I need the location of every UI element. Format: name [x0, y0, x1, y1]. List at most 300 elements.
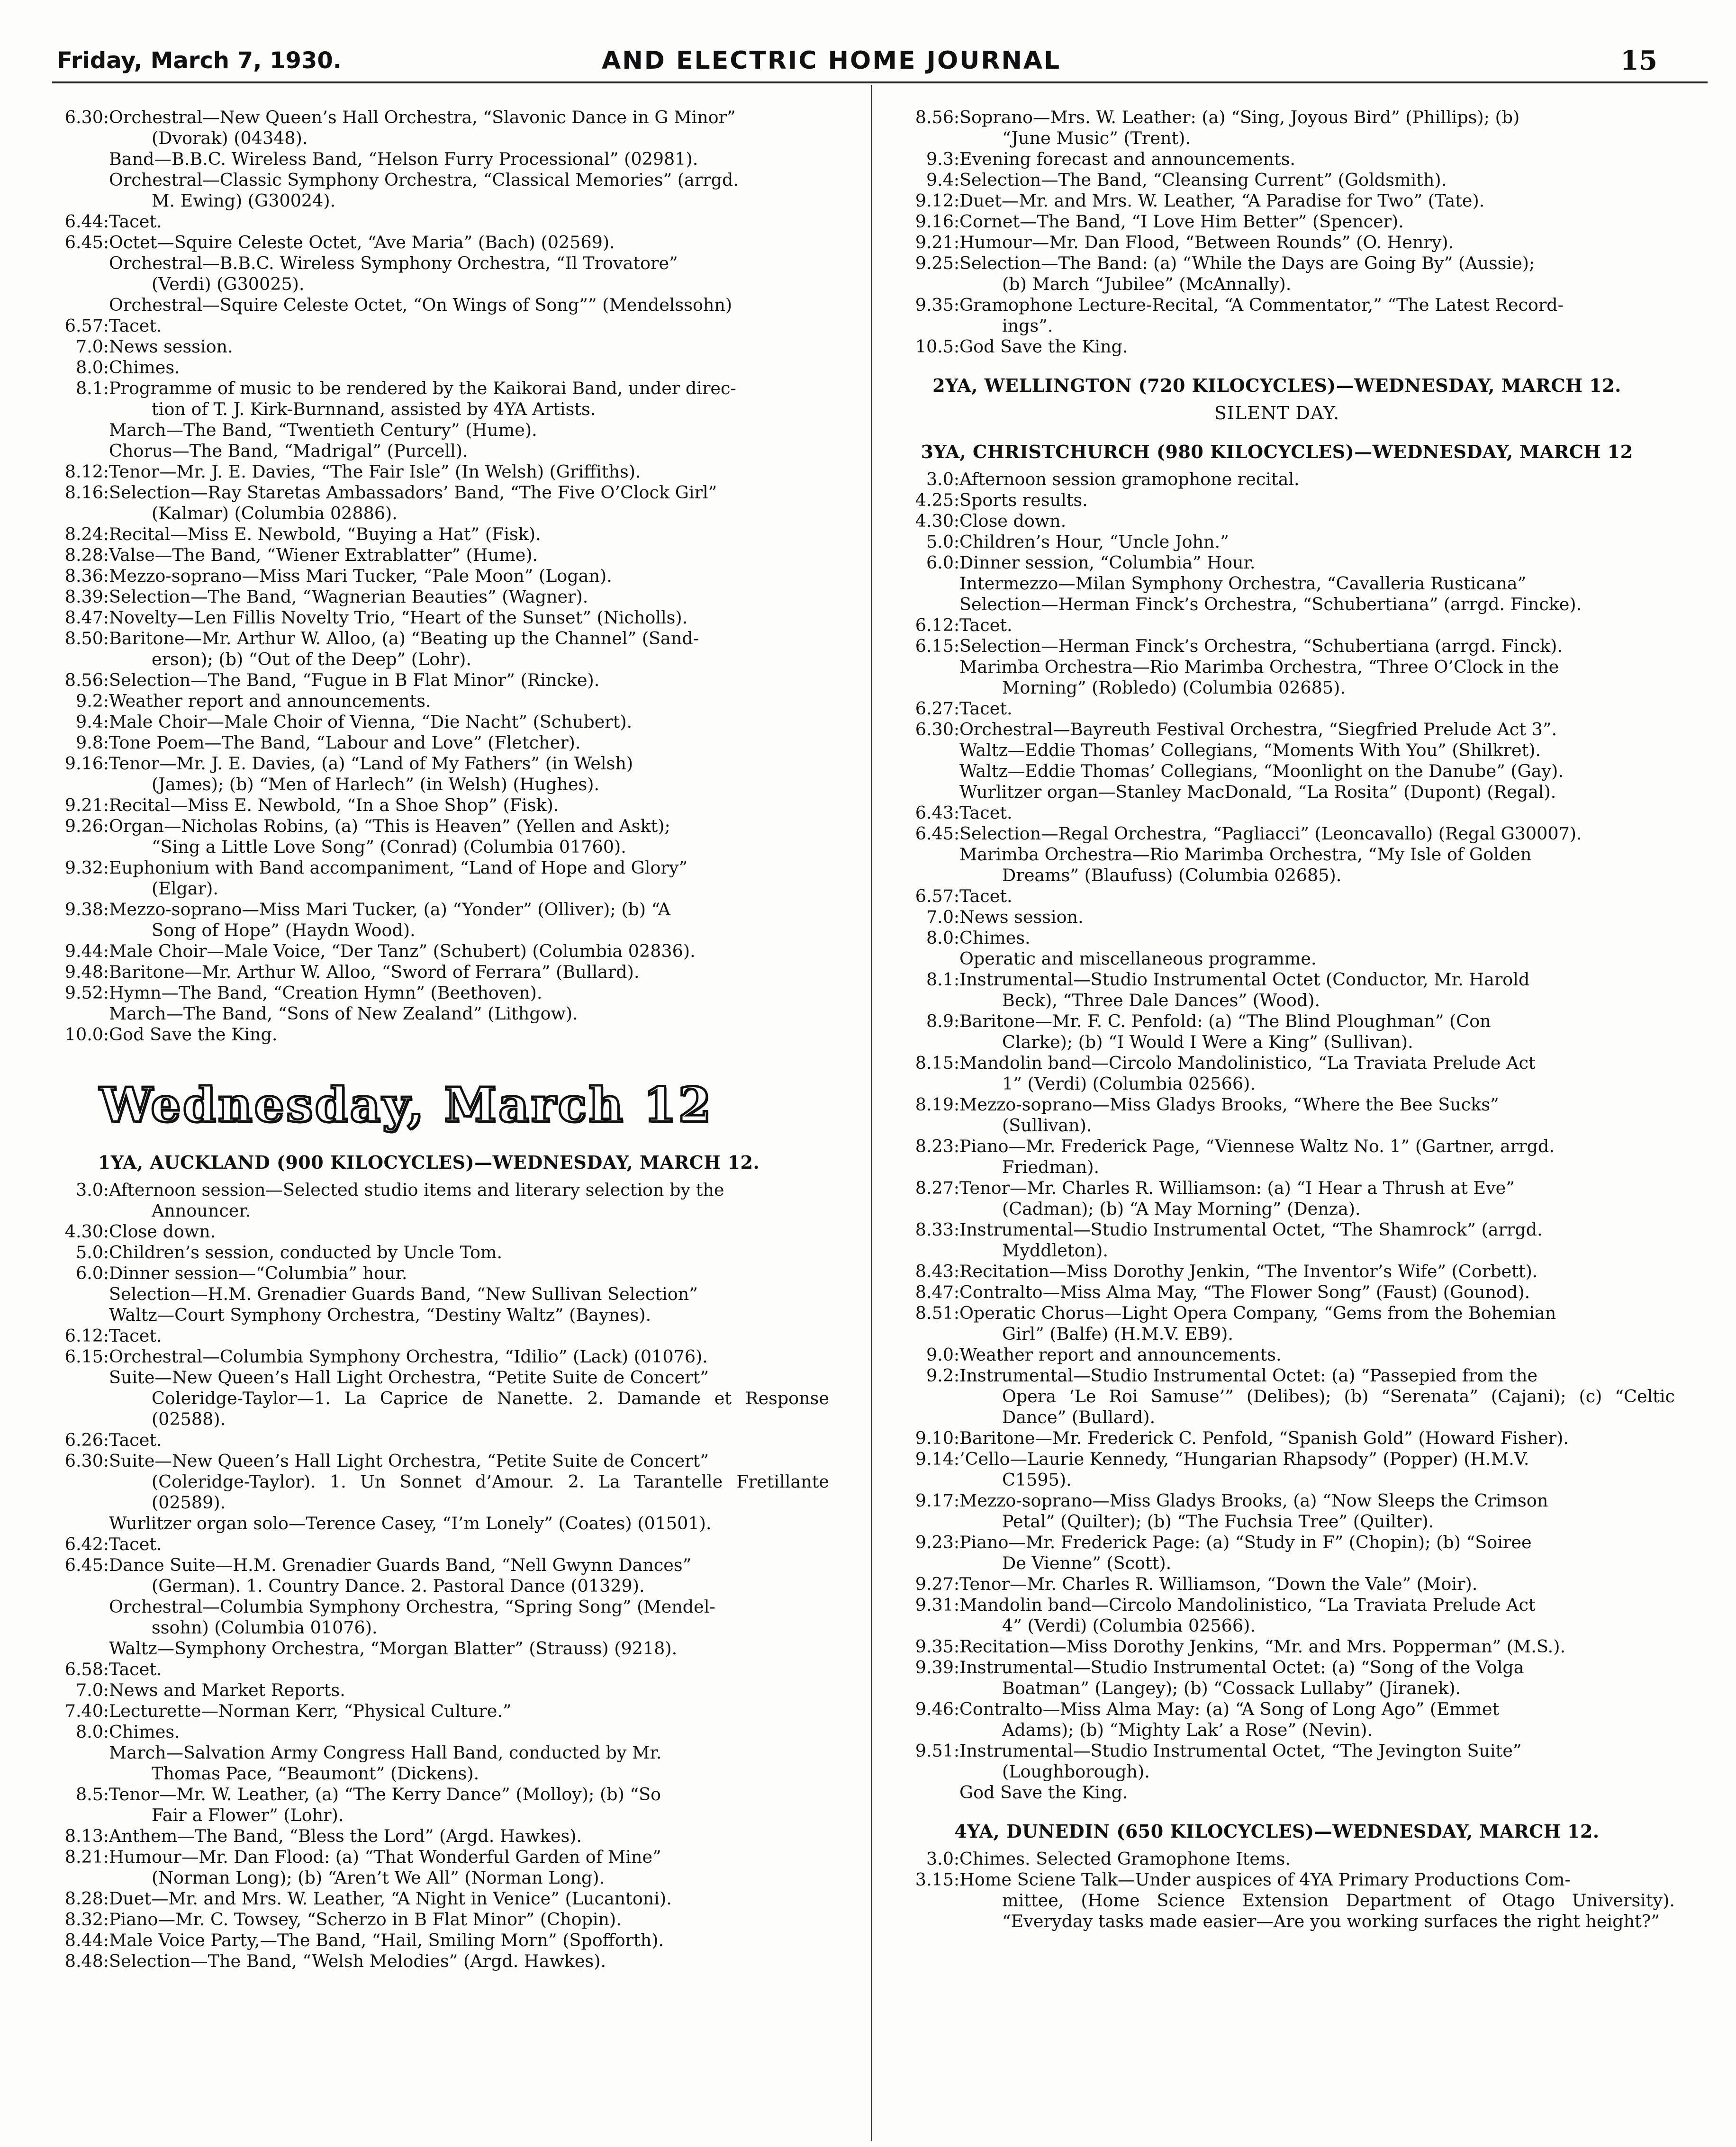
entry-time: 8.0 :	[879, 928, 954, 948]
entry-text: Selection—Regal Orchestra, “Pagliacci” (Leoncavallo) (Regal G30007).	[959, 823, 1582, 844]
entry-text: March—Salvation Army Congress Hall Band, conducted by Mr.	[109, 1742, 662, 1763]
entry-description	[959, 1699, 1675, 1741]
programme-entry	[879, 1869, 1675, 1932]
programme-entry	[879, 1490, 1675, 1532]
programme-entry	[28, 795, 829, 816]
entry-text: Suite—New Queen’s Hall Light Orchestra, “Petite Suite de Concert”	[109, 1367, 709, 1388]
entry-time: 6.12 :	[28, 1326, 103, 1346]
programme-entry	[879, 107, 1675, 149]
programme-entry	[28, 1659, 829, 1680]
entry-description	[959, 1449, 1675, 1490]
entry-continuation: (Elgar).	[152, 878, 218, 899]
entry-time: 8.24 :	[28, 524, 103, 545]
entry-text: Mezzo-soprano—Miss Mari Tucker, “Pale Moon” (Logan).	[109, 566, 612, 586]
entry-description	[109, 816, 829, 857]
programme-list-1ya-continued	[879, 107, 1675, 357]
programme-entry	[879, 295, 1675, 336]
programme-entry	[28, 524, 829, 545]
entry-text: Organ—Nicholas Robins, (a) “This is Heaven” (Yellen and Askt);	[109, 816, 670, 836]
entry-text: Programme of music to be rendered by the Kaikorai Band, under direc-	[109, 378, 736, 398]
programme-entry	[28, 1826, 829, 1847]
entry-description	[959, 170, 1675, 190]
entry-time: 9.2 :	[28, 691, 103, 712]
programme-entry	[879, 511, 1675, 532]
entry-text: Contralto—Miss Alma May: (a) “A Song of Long Ago” (Emmet	[959, 1699, 1500, 1719]
entry-description	[109, 149, 829, 170]
entry-text: Chorus—The Band, “Madrigal” (Purcell).	[109, 441, 468, 461]
entry-continuation: Announcer.	[152, 1200, 251, 1221]
entry-time: 6.58 :	[28, 1659, 103, 1680]
entry-description	[109, 1951, 829, 1972]
programme-entry	[28, 586, 829, 607]
entry-continuation: (Loughborough).	[1002, 1761, 1150, 1782]
entry-time: 7.0 :	[879, 907, 954, 928]
programme-entry	[28, 899, 829, 941]
programme-entry	[879, 190, 1675, 211]
entry-description	[109, 1513, 829, 1534]
entry-description	[959, 948, 1675, 969]
programme-entry	[879, 532, 1675, 552]
programme-entry	[28, 1534, 829, 1555]
programme-entry	[879, 1636, 1675, 1657]
entry-description	[109, 857, 829, 899]
entry-description	[959, 803, 1675, 823]
entry-text: Orchestral—New Queen’s Hall Orchestra, “Slavonic Dance in G Minor”	[109, 107, 736, 127]
entry-text: Waltz—Eddie Thomas’ Collegians, “Moments With You” (Shilkret).	[959, 740, 1541, 760]
entry-text: Instrumental—Studio Instrumental Octet, “The Shamrock” (arrgd.	[959, 1219, 1543, 1240]
programme-entry	[28, 670, 829, 691]
entry-time: 3.0 :	[879, 469, 954, 490]
entry-description	[109, 566, 829, 586]
programme-entry	[879, 1849, 1675, 1869]
entry-text: Humour—Mr. Dan Flood, “Between Rounds” (O. Henry).	[959, 232, 1454, 253]
programme-entry	[879, 211, 1675, 232]
entry-text: Instrumental—Studio Instrumental Octet, “The Jevington Suite”	[959, 1741, 1522, 1761]
entry-time: 8.51 :	[879, 1303, 954, 1324]
entry-description	[959, 740, 1675, 761]
entry-time: 8.47 :	[879, 1282, 954, 1303]
entry-time: 4.30 :	[879, 511, 954, 532]
entry-text: Tacet.	[109, 211, 162, 232]
entry-time: 9.44 :	[28, 941, 103, 962]
entry-time: 8.15 :	[879, 1053, 954, 1074]
entry-time: 6.0 :	[879, 552, 954, 573]
entry-text: Selection—The Band, “Fugue in B Flat Minor” (Rincke).	[109, 670, 600, 690]
entry-description	[959, 253, 1675, 295]
entry-text: Cornet—The Band, “I Love Him Better” (Spencer).	[959, 211, 1404, 232]
entry-time: 6.26 :	[28, 1430, 103, 1451]
entry-time: 6.57 :	[28, 316, 103, 336]
entry-time: 9.4 :	[879, 170, 954, 190]
entry-time: 4.30 :	[28, 1221, 103, 1242]
entry-description	[109, 211, 829, 232]
programme-entry	[28, 1555, 829, 1597]
entry-text: Selection—Herman Finck’s Orchestra, “Schubertiana” (arrgd. Fincke).	[959, 594, 1582, 614]
entry-continuation: (Dvorak) (04348).	[152, 128, 308, 148]
entry-text: Tenor—Mr. J. E. Davies, “The Fair Isle” (In Welsh) (Griffiths).	[109, 461, 641, 482]
programme-entry	[879, 1303, 1675, 1344]
entry-time: 9.21 :	[879, 232, 954, 253]
entry-time: 6.45 :	[28, 232, 103, 253]
entry-time: 9.10 :	[879, 1428, 954, 1449]
entry-time: 9.17 :	[879, 1490, 954, 1511]
entry-text: Orchestral—B.B.C. Wireless Symphony Orchestra, “Il Trovatore”	[109, 253, 678, 273]
entry-time: 9.3 :	[879, 149, 954, 170]
entry-description	[109, 670, 829, 691]
entry-continuation: ings”.	[1002, 316, 1053, 336]
entry-description	[959, 636, 1675, 657]
entry-text: God Save the King.	[959, 336, 1128, 357]
entry-text: Close down.	[959, 511, 1067, 531]
programme-entry	[28, 1784, 829, 1826]
entry-text: Marimba Orchestra—Rio Marimba Orchestra, “My Isle of Golden	[959, 844, 1532, 865]
entry-description	[109, 1367, 829, 1430]
entry-text: Wurlitzer organ solo—Terence Casey, “I’m Lonely” (Coates) (01501).	[109, 1513, 712, 1534]
entry-text: Orchestral—Bayreuth Festival Orchestra, “Siegfried Prelude Act 3”.	[959, 719, 1557, 740]
programme-entry	[879, 1574, 1675, 1595]
entry-description	[959, 511, 1675, 532]
entry-description	[109, 586, 829, 607]
programme-entry	[879, 573, 1675, 594]
entry-text: Instrumental—Studio Instrumental Octet (Conductor, Mr. Harold	[959, 969, 1530, 990]
programme-entry	[28, 253, 829, 295]
programme-entry	[28, 732, 829, 753]
entry-time: 9.23 :	[879, 1532, 954, 1553]
entry-text: Recital—Miss E. Newbold, “In a Shoe Shop” (Fisk).	[109, 795, 559, 815]
entry-time: 8.12 :	[28, 461, 103, 482]
entry-description	[959, 1574, 1675, 1595]
programme-entry	[879, 969, 1675, 1011]
entry-continuation: Clarke); (b) “I Would I Were a King” (Sullivan).	[1002, 1032, 1413, 1052]
entry-description	[109, 461, 829, 482]
entry-description	[109, 899, 829, 941]
entry-description	[959, 615, 1675, 636]
programme-entry	[28, 962, 829, 983]
entry-description	[109, 524, 829, 545]
entry-time: 9.46 :	[879, 1699, 954, 1720]
entry-text: Selection—H.M. Grenadier Guards Band, “New Sullivan Selection”	[109, 1284, 698, 1304]
entry-text: Dance Suite—H.M. Grenadier Guards Band, “Nell Gwynn Dances”	[109, 1555, 692, 1575]
entry-text: Lecturette—Norman Kerr, “Physical Culture.”	[109, 1701, 512, 1721]
programme-entry	[28, 545, 829, 566]
programme-entry	[879, 1449, 1675, 1490]
programme-entry	[879, 149, 1675, 170]
entry-description	[109, 941, 829, 962]
entry-text: Chimes. Selected Gramophone Items.	[959, 1849, 1291, 1869]
entry-description	[109, 1555, 829, 1597]
programme-entry	[28, 1284, 829, 1305]
programme-entry	[28, 336, 829, 357]
entry-continuation: Opera ‘Le Roi Samuse’” (Delibes); (b) “Serenata” (Cajani); (c) “Celtic Dance” (Bullard).	[1002, 1386, 1675, 1427]
programme-entry	[879, 907, 1675, 928]
entry-time: 8.0 :	[28, 1722, 103, 1742]
programme-entry	[28, 1451, 829, 1513]
entry-description	[109, 336, 829, 357]
programme-entry	[879, 823, 1675, 844]
entry-time: 9.52 :	[28, 983, 103, 1003]
entry-description	[959, 532, 1675, 552]
programme-entry	[879, 1011, 1675, 1053]
entry-time: 6.45 :	[879, 823, 954, 844]
programme-entry	[879, 1365, 1675, 1428]
section-heading-wellington: 2YA, WELLINGTON (720 KILOCYCLES)—WEDNESDAY, MARCH 12.	[932, 375, 1621, 396]
entry-text: Orchestral—Classic Symphony Orchestra, “Classical Memories” (arrgd.	[109, 170, 739, 190]
entry-time: 5.0 :	[879, 532, 954, 552]
entry-description	[109, 316, 829, 336]
entry-text: Waltz—Symphony Orchestra, “Morgan Blatter” (Strauss) (9218).	[109, 1638, 678, 1659]
entry-text: Afternoon session gramophone recital.	[959, 469, 1300, 489]
entry-description	[959, 928, 1675, 948]
programme-entry	[879, 948, 1675, 969]
entry-text: Contralto—Miss Alma May, “The Flower Song” (Faust) (Gounod).	[959, 1282, 1530, 1302]
entry-time: 9.12 :	[879, 190, 954, 211]
programme-entry	[28, 607, 829, 628]
programme-entry	[879, 782, 1675, 803]
entry-description	[109, 420, 829, 441]
programme-entry	[879, 1657, 1675, 1699]
entry-time: 8.5 :	[28, 1784, 103, 1805]
entry-description	[959, 1053, 1675, 1094]
entry-time: 8.56 :	[879, 107, 954, 128]
entry-description	[959, 823, 1675, 844]
entry-text: Valse—The Band, “Wiener Extrablatter” (Hume).	[109, 545, 538, 565]
programme-entry	[879, 594, 1675, 615]
entry-description	[109, 1930, 829, 1951]
entry-text: God Save the King.	[959, 1782, 1128, 1803]
entry-description	[109, 962, 829, 983]
entry-time: 8.47 :	[28, 607, 103, 628]
entry-continuation: Boatman” (Langey); (b) “Cossack Lullaby” (Jiranek).	[1002, 1678, 1461, 1698]
entry-description	[109, 607, 829, 628]
entry-time: 9.26 :	[28, 816, 103, 837]
entry-description	[959, 844, 1675, 886]
entry-text: Selection—Ray Staretas Ambassadors’ Band, “The Five O’Clock Girl”	[109, 482, 717, 503]
entry-time: 9.16 :	[879, 211, 954, 232]
entry-text: Operatic Chorus—Light Opera Company, “Gems from the Bohemian	[959, 1303, 1556, 1323]
entry-text: Dinner session—“Columbia” hour.	[109, 1263, 407, 1283]
entry-description	[959, 698, 1675, 719]
entry-description	[959, 232, 1675, 253]
programme-entry	[28, 1638, 829, 1659]
entry-time: 8.43 :	[879, 1261, 954, 1282]
entry-time: 9.39 :	[879, 1657, 954, 1678]
entry-time: 9.4 :	[28, 712, 103, 732]
entry-description	[109, 1597, 829, 1638]
entry-description	[959, 295, 1675, 336]
entry-time: 9.0 :	[879, 1344, 954, 1365]
programme-entry	[28, 357, 829, 378]
entry-description	[109, 482, 829, 524]
entry-text: Orchestral—Squire Celeste Octet, “On Wings of Song”” (Mendelssohn)	[109, 295, 732, 315]
entry-text: Octet—Squire Celeste Octet, “Ave Maria” (Bach) (02569).	[109, 232, 615, 253]
entry-text: Recitation—Miss Dorothy Jenkin, “The Inventor’s Wife” (Corbett).	[959, 1261, 1538, 1281]
entry-description	[109, 1742, 829, 1784]
programme-entry	[879, 552, 1675, 573]
entry-time: 6.44 :	[28, 211, 103, 232]
entry-description	[959, 1219, 1675, 1261]
section-heading-dunedin: 4YA, DUNEDIN (650 KILOCYCLES)—WEDNESDAY, MARCH 12.	[954, 1821, 1600, 1842]
programme-entry	[28, 1180, 829, 1221]
programme-entry	[879, 719, 1675, 740]
programme-entry	[28, 816, 829, 857]
programme-entry	[28, 983, 829, 1003]
entry-text: Tacet.	[959, 803, 1013, 823]
entry-time: 5.0 :	[28, 1242, 103, 1263]
entry-description	[959, 190, 1675, 211]
entry-time: 8.36 :	[28, 566, 103, 586]
entry-time: 9.32 :	[28, 857, 103, 878]
entry-continuation: (Sullivan).	[1002, 1115, 1092, 1136]
entry-time: 9.31 :	[879, 1595, 954, 1615]
programme-entry	[28, 316, 829, 336]
entry-continuation: (Cadman); (b) “A May Morning” (Denza).	[1002, 1199, 1361, 1219]
programme-entry	[879, 1532, 1675, 1574]
entry-text: Mezzo-soprano—Miss Mari Tucker, (a) “Yonder” (Olliver); (b) “A	[109, 899, 670, 920]
programme-entry	[28, 1847, 829, 1888]
entry-continuation: erson); (b) “Out of the Deep” (Lohr).	[152, 649, 472, 669]
entry-text: March—The Band, “Sons of New Zealand” (Lithgow).	[109, 1003, 578, 1024]
entry-time: 8.28 :	[28, 1888, 103, 1909]
programme-entry	[28, 211, 829, 232]
programme-entry	[28, 295, 829, 316]
entry-text: Orchestral—Columbia Symphony Orchestra, “Spring Song” (Mendel-	[109, 1597, 715, 1617]
entry-time: 8.56 :	[28, 670, 103, 691]
entry-time: 6.12 :	[879, 615, 954, 636]
programme-entry	[879, 1219, 1675, 1261]
entry-text: Duet—Mr. and Mrs. W. Leather, “A Night in Venice” (Lucantoni).	[109, 1888, 672, 1909]
column-divider	[871, 85, 872, 2141]
entry-time: 8.23 :	[879, 1136, 954, 1157]
entry-time: 9.8 :	[28, 732, 103, 753]
entry-continuation: (Kalmar) (Columbia 02886).	[152, 503, 398, 523]
entry-description	[109, 732, 829, 753]
entry-time: 9.2 :	[879, 1365, 954, 1386]
entry-description	[959, 1094, 1675, 1136]
entry-time: 8.0 :	[28, 357, 103, 378]
programme-entry	[28, 441, 829, 461]
header-rule	[52, 81, 1708, 83]
programme-entry	[879, 657, 1675, 698]
programme-entry	[28, 420, 829, 441]
programme-entry	[879, 615, 1675, 636]
entry-text: Chimes.	[109, 357, 180, 378]
programme-entry	[28, 1263, 829, 1284]
entry-description	[109, 232, 829, 253]
programme-entry	[879, 844, 1675, 886]
entry-text: Waltz—Court Symphony Orchestra, “Destiny Waltz” (Baynes).	[109, 1305, 651, 1325]
entry-continuation: (Norman Long); (b) “Aren’t We All” (Norman Long).	[152, 1867, 605, 1888]
entry-description	[109, 1451, 829, 1513]
entry-description	[109, 1263, 829, 1284]
programme-list-dunedin	[879, 1849, 1675, 1932]
entry-time: 9.48 :	[28, 962, 103, 983]
programme-entry	[879, 1428, 1675, 1449]
entry-description	[959, 969, 1675, 1011]
entry-text: Selection—The Band: (a) “While the Days are Going By” (Aussie);	[959, 253, 1535, 273]
entry-description	[959, 490, 1675, 511]
entry-description	[109, 628, 829, 670]
entry-description	[959, 1741, 1675, 1782]
entry-text: Selection—The Band, “Welsh Melodies” (Argd. Hawkes).	[109, 1951, 606, 1971]
entry-time: 8.13 :	[28, 1826, 103, 1847]
day-title: Wednesday, March 12	[99, 1077, 713, 1133]
programme-entry	[28, 1680, 829, 1701]
entry-description	[109, 691, 829, 712]
entry-time: 3.15 :	[879, 1869, 954, 1890]
entry-text: Tenor—Mr. W. Leather, (a) “The Kerry Dance” (Molloy); (b) “So	[109, 1784, 661, 1804]
entry-description	[109, 1326, 829, 1346]
entry-text: Mezzo-soprano—Miss Gladys Brooks, (a) “Now Sleeps the Crimson	[959, 1490, 1548, 1511]
entry-text: Orchestral—Columbia Symphony Orchestra, “Idilio” (Lack) (01076).	[109, 1346, 708, 1367]
entry-text: Tacet.	[959, 615, 1013, 635]
entry-text: News session.	[109, 336, 233, 357]
entry-time: 4.25 :	[879, 490, 954, 511]
entry-time: 6.42 :	[28, 1534, 103, 1555]
entry-text: Tacet.	[109, 1430, 162, 1450]
entry-description	[959, 1657, 1675, 1699]
entry-time: 8.48 :	[28, 1951, 103, 1972]
entry-description	[959, 1428, 1675, 1449]
entry-description	[959, 1849, 1675, 1869]
entry-time: 6.30 :	[879, 719, 954, 740]
entry-description	[109, 441, 829, 461]
entry-continuation: (Verdi) (G30025).	[152, 274, 305, 294]
entry-continuation: Fair a Flower” (Lohr).	[152, 1805, 344, 1825]
entry-text: Baritone—Mr. Arthur W. Alloo, (a) “Beating up the Channel” (Sand-	[109, 628, 699, 649]
programme-entry	[879, 1282, 1675, 1303]
entry-text: Piano—Mr. Frederick Page: (a) “Study in F” (Chopin); (b) “Soiree	[959, 1532, 1532, 1552]
entry-description	[109, 378, 829, 420]
entry-time: 8.28 :	[28, 545, 103, 566]
entry-text: Chimes.	[109, 1722, 180, 1742]
entry-text: Instrumental—Studio Instrumental Octet: (a) “Song of the Volga	[959, 1657, 1524, 1678]
entry-description	[959, 211, 1675, 232]
section-heading-auckland: 1YA, AUCKLAND (900 KILOCYCLES)—WEDNESDAY, MARCH 12.	[98, 1152, 760, 1173]
entry-text: Gramophone Lecture-Recital, “A Commentator,” “The Latest Record-	[959, 295, 1564, 315]
programme-entry	[28, 753, 829, 795]
entry-description	[109, 545, 829, 566]
entry-time: 6.27 :	[879, 698, 954, 719]
programme-entry	[28, 1326, 829, 1346]
entry-text: Recital—Miss E. Newbold, “Buying a Hat” (Fisk).	[109, 524, 541, 544]
entry-continuation: Friedman).	[1002, 1157, 1100, 1177]
entry-text: God Save the King.	[109, 1024, 278, 1045]
programme-entry	[879, 170, 1675, 190]
entry-time: 9.25 :	[879, 253, 954, 274]
entry-time: 3.0 :	[879, 1849, 954, 1869]
entry-time: 6.45 :	[28, 1555, 103, 1576]
entry-description	[109, 1305, 829, 1326]
entry-continuation: Petal” (Quilter); (b) “The Fuchsia Tree” (Quilter).	[1002, 1511, 1434, 1532]
programme-entry	[879, 1094, 1675, 1136]
entry-text: Recitation—Miss Dorothy Jenkins, “Mr. and Mrs. Popperman” (M.S.).	[959, 1636, 1566, 1657]
entry-time: 9.35 :	[879, 1636, 954, 1657]
entry-text: Children’s Hour, “Uncle John.”	[959, 532, 1229, 552]
entry-continuation: Coleridge-Taylor—1. La Caprice de Nanette. 2. Damande et Response (02588).	[152, 1388, 829, 1429]
entry-text: Mandolin band—Circolo Mandolinistico, “La Traviata Prelude Act	[959, 1595, 1536, 1615]
entry-continuation: “Sing a Little Love Song” (Conrad) (Columbia 01760).	[152, 837, 626, 857]
right-column	[879, 107, 1675, 1932]
entry-time: 9.51 :	[879, 1741, 954, 1761]
entry-text: Afternoon session—Selected studio items and literary selection by the	[109, 1180, 724, 1200]
programme-entry	[28, 1909, 829, 1930]
entry-description	[109, 1024, 829, 1045]
entry-description	[959, 907, 1675, 928]
entry-continuation: Morning” (Robledo) (Columbia 02685).	[1002, 677, 1346, 698]
entry-text: Operatic and miscellaneous programme.	[959, 948, 1317, 969]
entry-text: Duet—Mr. and Mrs. W. Leather, “A Paradise for Two” (Tate).	[959, 190, 1485, 211]
entry-time: 6.15 :	[28, 1346, 103, 1367]
